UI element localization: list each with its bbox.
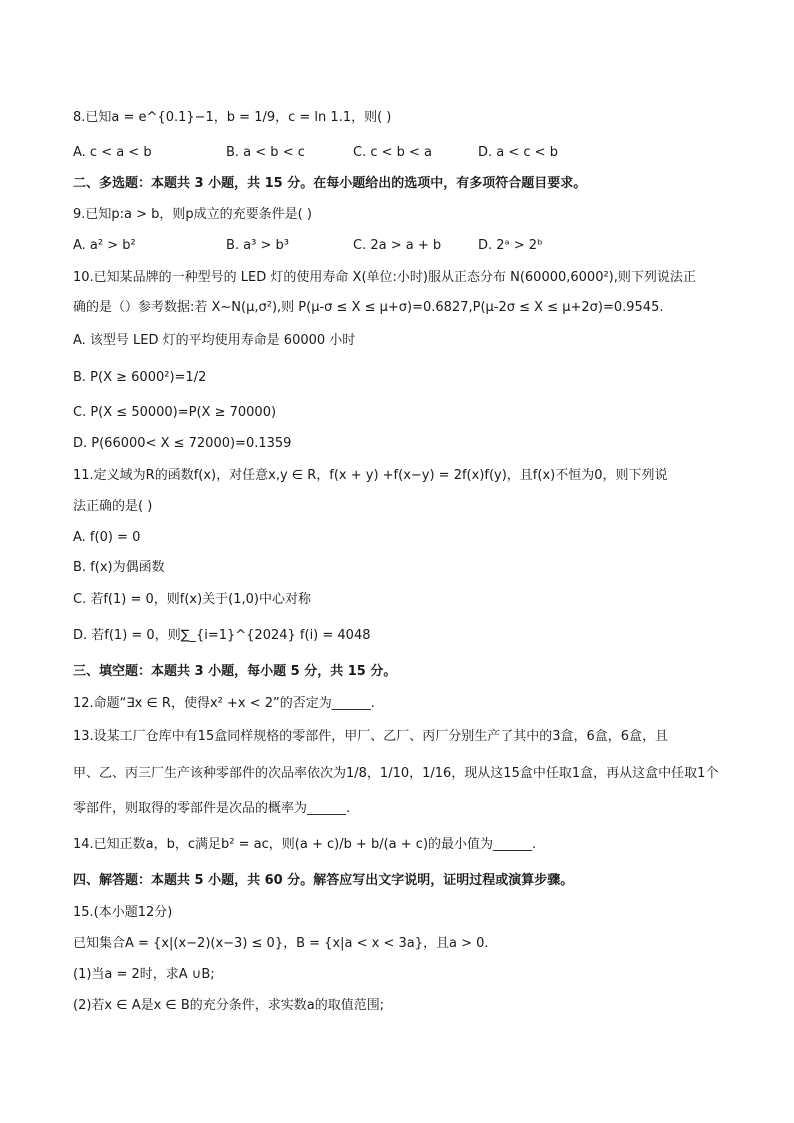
section-heading-multi-choice: 二、多选题：本题共 3 小题，共 15 分。在每小题给出的选项中，有多项符合题目要求。 xyxy=(73,176,587,191)
q8-option-b: B. a < b < c xyxy=(226,145,305,160)
q9-stem: 9.已知p:a > b，则p成立的充要条件是( ) xyxy=(73,207,312,222)
q11-option-a: A. f(0) = 0 xyxy=(73,530,141,545)
section-heading-fill-blank: 三、填空题：本题共 3 小题，每小题 5 分，共 15 分。 xyxy=(73,664,397,679)
q10-option-a: A. 该型号 LED 灯的平均使用寿命是 60000 小时 xyxy=(73,333,356,348)
q12-stem: 12.命题“∃x ∈ R，使得x² +x < 2”的否定为______. xyxy=(73,696,375,711)
q9-option-a: A. a² > b² xyxy=(73,238,136,253)
q15-part2: (2)若x ∈ A是x ∈ B的充分条件，求实数a的取值范围; xyxy=(73,998,385,1013)
q9-option-b: B. a³ > b³ xyxy=(226,238,289,253)
q11-option-d: D. 若f(1) = 0，则∑_{i=1}^{2024} f(i) = 4048 xyxy=(73,628,371,643)
q8-option-c: C. c < b < a xyxy=(353,145,433,160)
q8-option-d: D. a < c < b xyxy=(478,145,558,160)
q9-option-c: C. 2a > a + b xyxy=(353,238,442,253)
q8-options xyxy=(73,143,733,163)
q11-option-b: B. f(x)为偶函数 xyxy=(73,560,165,575)
q13-line2: 甲、乙、丙三厂生产该种零部件的次品率依次为1/8，1/10，1/16，现从这15盒中任取1盒，再从这盒中任取1个 xyxy=(73,766,719,781)
q10-stem-line1: 10.已知某品牌的一种型号的 LED 灯的使用寿命 X(单位:小时)服从正态分布 N(60000,6000²),则下列说法正 xyxy=(73,270,696,285)
q8-option-a: A. c < a < b xyxy=(73,145,152,160)
q8-stem: 8.已知a = e^{0.1}−1，b = 1/9，c = ln 1.1，则( ) xyxy=(73,110,392,125)
q10-option-d: D. P(66000< X ≤ 72000)=0.1359 xyxy=(73,436,292,451)
q10-option-c: C. P(X ≤ 50000)=P(X ≥ 70000) xyxy=(73,405,277,420)
q11-option-c: C. 若f(1) = 0，则f(x)关于(1,0)中心对称 xyxy=(73,592,311,607)
section-heading-answer: 四、解答题：本题共 5 小题，共 60 分。解答应写出文字说明，证明过程或演算步骤。 xyxy=(73,873,574,888)
q15-header: 15.(本小题12分) xyxy=(73,905,173,920)
q11-stem-line2: 法正确的是( ) xyxy=(73,499,153,514)
q13-line1: 13.设某工厂仓库中有15盒同样规格的零部件，甲厂、乙厂、丙厂分别生产了其中的3盒，6盒，6盒，且 xyxy=(73,729,669,744)
q11-stem-line1: 11.定义域为R的函数f(x)，对任意x,y ∈ R，f(x + y) +f(x−y) = 2f(x)f(y)，且f(x)不恒为0，则下列说 xyxy=(73,468,668,483)
q15-stem: 已知集合A = {x|(x−2)(x−3) ≤ 0}，B = {x|a < x < 3a}，且a > 0. xyxy=(73,936,489,951)
q10-option-b: B. P(X ≥ 6000²)=1/2 xyxy=(73,370,207,385)
q9-options xyxy=(73,236,733,256)
q15-part1: (1)当a = 2时，求A ∪B; xyxy=(73,967,215,982)
q10-stem-line2: 确的是（）参考数据:若 X~N(μ,σ²),则 P(μ-σ ≤ X ≤ μ+σ)=0.6827,P(μ-2σ ≤ X ≤ μ+2σ)=0.9545. xyxy=(73,300,664,315)
q13-line3: 零部件，则取得的零部件是次品的概率为______. xyxy=(73,801,351,816)
q14-stem: 14.已知正数a，b，c满足b² = ac，则(a + c)/b + b/(a + c)的最小值为______. xyxy=(73,837,537,852)
q9-option-d: D. 2ᵃ > 2ᵇ xyxy=(478,238,543,253)
